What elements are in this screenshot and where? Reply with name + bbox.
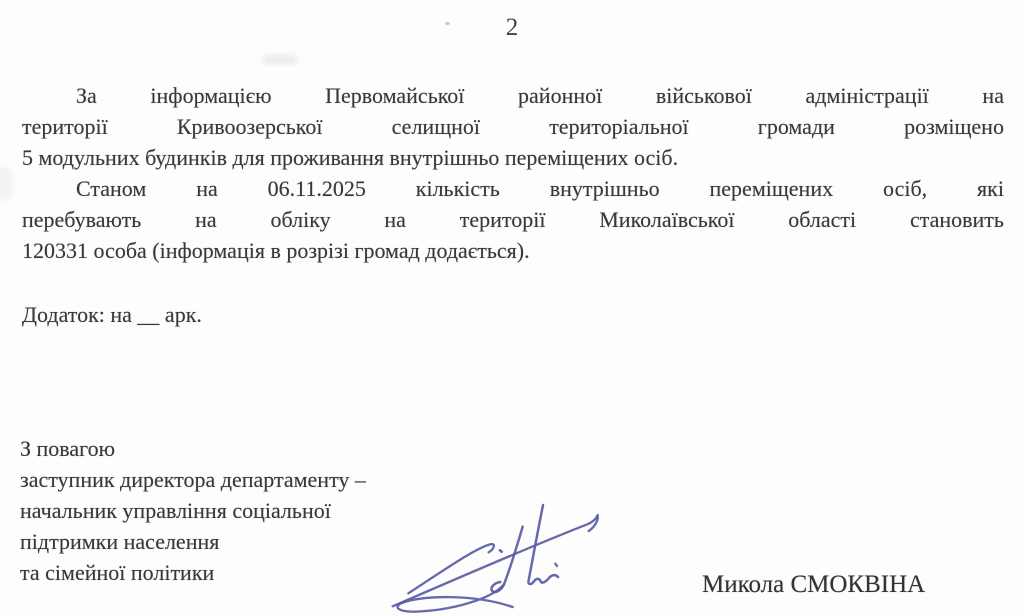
paragraph1-line1: За інформацією Первомайської районної військової адміністрації на bbox=[76, 83, 1004, 108]
signer-title-line1: заступник директора департаменту – bbox=[20, 467, 366, 492]
closing-block bbox=[20, 433, 366, 588]
paragraph1-line2: території Кривоозерської селищної територіальної громади розміщено bbox=[22, 114, 1004, 139]
paragraph1-line3: 5 модульних будинків для проживання внутрішньо переміщених осіб. bbox=[22, 145, 679, 170]
signer-name: Микола СМОКВІНА bbox=[702, 571, 926, 598]
signer-title-line2: начальник управління соціальної bbox=[20, 498, 331, 523]
handwritten-signature bbox=[390, 495, 640, 616]
page-number: 2 bbox=[505, 14, 519, 41]
paragraph2-line2: перебувають на обліку на території Миколаївської області становить bbox=[22, 207, 1004, 232]
signature-stroke-tall1 bbox=[491, 527, 522, 592]
signature-stroke-dot1 bbox=[500, 550, 502, 551]
paragraph2-line1: Станом на 06.11.2025 кількість внутрішньо переміщених осіб, які bbox=[76, 176, 1004, 201]
closing-salutation: З повагою bbox=[20, 436, 116, 461]
scan-artifact-band bbox=[0, 166, 12, 200]
scan-artifact-smudge bbox=[262, 54, 298, 65]
signature-stroke-i-dot bbox=[555, 564, 557, 566]
body-text-block bbox=[22, 80, 1004, 266]
attachment-note: Додаток: на __ арк. bbox=[22, 302, 202, 327]
signer-title-line3: підтримки населення bbox=[20, 529, 220, 554]
paragraph2-line3: 120331 особа (інформація в розрізі громад додається). bbox=[22, 238, 530, 263]
signer-title-line4: та сімейної політики bbox=[20, 560, 215, 585]
signature-stroke-tall2-letters bbox=[528, 505, 558, 584]
